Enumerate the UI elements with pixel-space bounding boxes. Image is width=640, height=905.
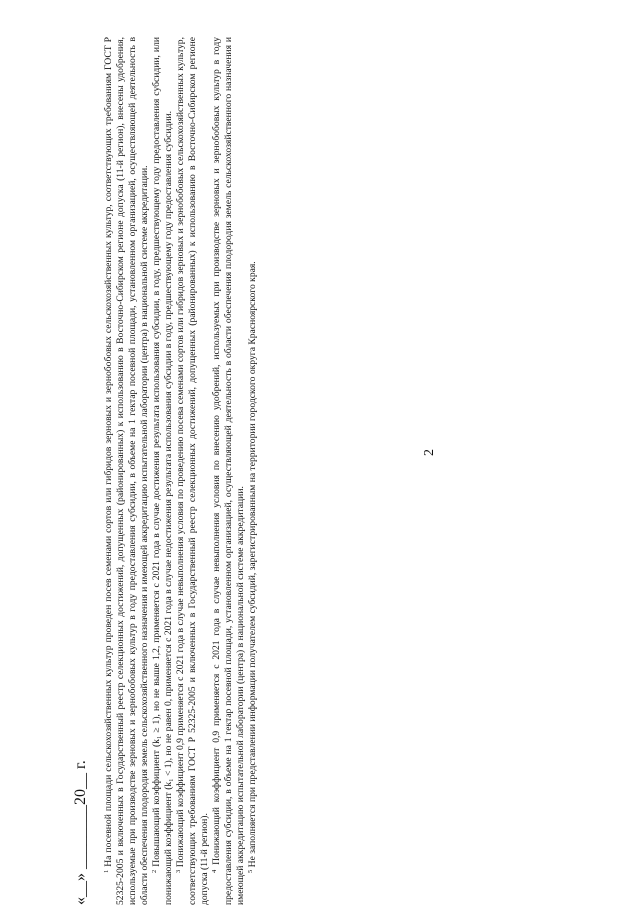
- footnote-mark: 4: [211, 869, 218, 873]
- footnote-text: На посевной площади сельскохозяйственных культур проведен посев семенами сортов или гибридов зерновых и зернобобовых сельскохозяйственных культур, соответствующих требованиям ГОСТ Р 52325-2005 и включенных в Государственный реестр селекционных достижений, допущенных (районированных) к использованию в Восточно-Сибирском регионе допуска (11-й регион), внесены удобрения, используемые при производстве зерновых и зернобобовых культур в году предоставления субсидии, в объеме на 1 гектар посевной площади, установленном организацией, осуществляющей деятельность в области обеспечения плодородия земель сельскохозяйственного назначения и имеющей аккредитацию испытательной лаборатории (центра) в национальной системе аккредитации.: [103, 37, 150, 905]
- footnotes-block: [103, 37, 259, 905]
- footnote-5: [247, 37, 259, 905]
- date-line: «__» ________20__ г.: [72, 760, 89, 905]
- footnote-text: Понижающий коэффициент 0,9 применяется с 2021 года в случае невыполнения условия по проведению посева семенами сортов или гибридов зерновых и зернобобовых сельскохозяйственных культур, соответствующих требованиям ГОСТ Р 52325-2005 и включенных в Государственный реестр селекционных достижений, допущенных (районированных) к использованию в Восточно-Сибирском регионе допуска (11-й регион).: [175, 37, 210, 905]
- footnote-text: Не заполняется при представлении информации получателем субсидий, зарегистрированным на территории городского округа Красноярского края.: [247, 261, 258, 868]
- footnote-3: [175, 37, 211, 905]
- footnote-text: Понижающий коэффициент 0,9 применяется с 2021 года в случае невыполнения условия по внесению удобрений, используемых при производстве зерновых и зернобобовых культур в году предоставления субсидии, в объеме на 1 гектар посевной площади, установленном организацией, осуществляющей деятельность в области обеспечения плодородия земель сельскохозяйственного назначения и имеющей аккредитацию испытательной лаборатории (центра) в национальной системе аккредитации.: [211, 37, 246, 905]
- footnote-4: [211, 37, 247, 905]
- footnote-mark: 3: [175, 869, 182, 873]
- footnote-2: [151, 37, 175, 905]
- footnote-text: Повышающий коэффициент (k₁ ≥ 1), но не выше 1,2, применяется с 2021 года в случае достижения результата использования субсидии, в году, предшествующему году предоставления субсидии, или понижающий коэффициент (k₁ < 1), но не равен 0, применяется с 2021 года в случае недостижения результата использования субсидии в году, предшествующему году предоставления субсидии.: [151, 37, 174, 905]
- footnote-mark: 2: [151, 869, 158, 873]
- page-number: 2: [422, 449, 437, 456]
- footnote-mark: 5: [247, 869, 254, 873]
- footnote-1: [103, 37, 151, 905]
- footnote-mark: 1: [103, 869, 110, 873]
